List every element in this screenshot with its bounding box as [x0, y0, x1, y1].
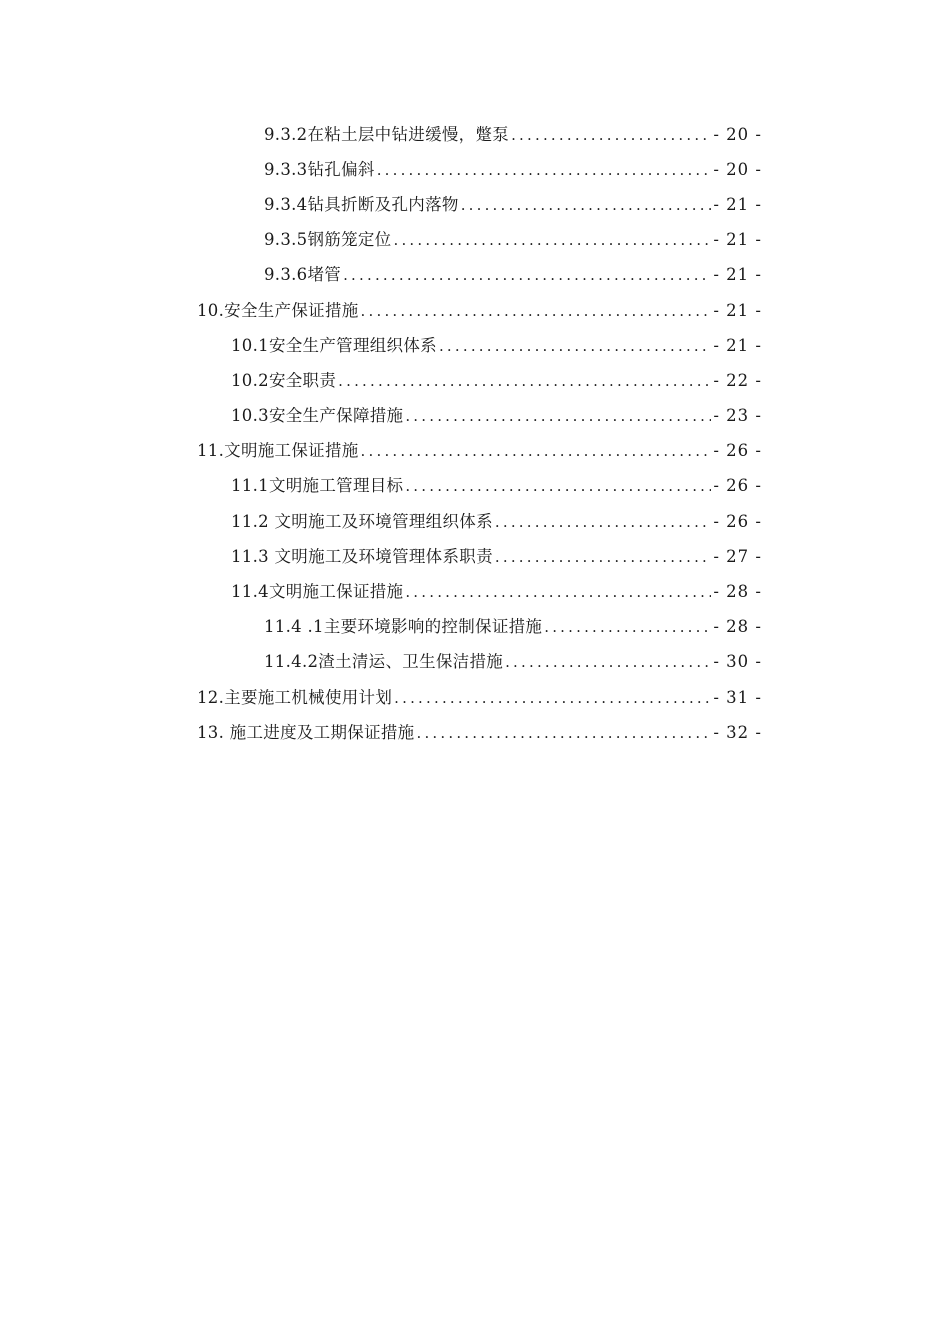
toc-entry-title: 11.3 文明施工及环境管理体系职责: [231, 546, 493, 566]
toc-entry[interactable]: [0, 328, 950, 363]
toc-entry-title: 11.4文明施工保证措施: [231, 582, 404, 602]
toc-page-number: - 21 -: [713, 265, 762, 285]
toc-entry-title: 9.3.5钢筋笼定位: [264, 230, 392, 250]
toc-page-number: - 28 -: [713, 617, 762, 637]
toc-entry-title: 10.2安全职责: [231, 370, 337, 390]
toc-entry-title: 11.4.2渣土清运、卫生保洁措施: [264, 652, 504, 672]
toc-entry[interactable]: [0, 469, 950, 504]
toc-page-number: - 32 -: [713, 722, 762, 742]
toc-dot-leader: [405, 406, 711, 426]
toc-entry[interactable]: [0, 187, 950, 222]
toc-entry[interactable]: [0, 574, 950, 609]
toc-dot-leader: [361, 441, 712, 461]
toc-entry[interactable]: [0, 680, 950, 715]
toc-dot-leader: [377, 160, 712, 180]
toc-dot-leader: [495, 512, 711, 532]
toc-dot-leader: [544, 617, 711, 637]
toc-entry-title: 13. 施工进度及工期保证措施: [197, 722, 415, 742]
toc-page-number: - 26 -: [713, 441, 762, 461]
toc-dot-leader: [361, 301, 712, 321]
toc-entry[interactable]: [0, 293, 950, 328]
toc-page-number: - 26 -: [713, 476, 762, 496]
toc-entry[interactable]: [0, 645, 950, 680]
toc-entry-title: 10.1安全生产管理组织体系: [231, 335, 437, 355]
toc-dot-leader: [511, 125, 711, 145]
toc-entry-title: 9.3.2在粘土层中钻进缓慢，蹩泵: [264, 124, 510, 144]
toc-entry-title: 11.文明施工保证措施: [197, 441, 359, 461]
toc-dot-leader: [338, 371, 711, 391]
toc-page-number: - 21 -: [713, 194, 762, 214]
toc-dot-leader: [405, 582, 711, 602]
toc-dot-leader: [343, 265, 711, 285]
toc-entry-title: 10.3安全生产保障措施: [231, 406, 404, 426]
toc-entry-title: 11.1文明施工管理目标: [231, 476, 404, 496]
toc-dot-leader: [439, 336, 711, 356]
toc-page-number: - 30 -: [713, 652, 762, 672]
toc-dot-leader: [417, 723, 712, 743]
toc-page-number: - 21 -: [713, 335, 762, 355]
toc-entry-title: 9.3.3钻孔偏斜: [264, 159, 375, 179]
toc-entry-title: 10.安全生产保证措施: [197, 300, 359, 320]
toc-entry[interactable]: [0, 363, 950, 398]
toc-page-number: - 27 -: [713, 546, 762, 566]
toc-entry[interactable]: [0, 434, 950, 469]
toc-page-number: - 22 -: [713, 370, 762, 390]
toc-dot-leader: [393, 230, 711, 250]
toc-dot-leader: [405, 476, 711, 496]
toc-entry-title: 12.主要施工机械使用计划: [197, 687, 393, 707]
toc-page-number: - 28 -: [713, 582, 762, 602]
toc-dot-leader: [505, 652, 711, 672]
toc-page-number: - 26 -: [713, 511, 762, 531]
toc-entry[interactable]: [0, 610, 950, 645]
toc-page-number: - 20 -: [713, 159, 762, 179]
toc-entry-title: 9.3.4钻具折断及孔内落物: [264, 194, 459, 214]
toc-page-number: - 20 -: [713, 124, 762, 144]
toc-entry[interactable]: [0, 152, 950, 187]
toc-entry-title: 11.2 文明施工及环境管理组织体系: [231, 511, 493, 531]
toc-entry-title: 9.3.6堵管: [264, 265, 342, 285]
toc-entry[interactable]: [0, 504, 950, 539]
table-of-contents: [0, 117, 950, 750]
toc-page-number: - 21 -: [713, 230, 762, 250]
toc-entry[interactable]: [0, 117, 950, 152]
toc-page-number: - 21 -: [713, 300, 762, 320]
toc-dot-leader: [461, 195, 712, 215]
toc-entry[interactable]: [0, 715, 950, 750]
toc-dot-leader: [394, 688, 711, 708]
toc-entry-title: 11.4 .1主要环境影响的控制保证措施: [264, 617, 543, 637]
toc-dot-leader: [495, 547, 711, 567]
toc-entry[interactable]: [0, 223, 950, 258]
toc-page-number: - 31 -: [713, 687, 762, 707]
toc-entry[interactable]: [0, 399, 950, 434]
toc-entry[interactable]: [0, 539, 950, 574]
toc-entry[interactable]: [0, 258, 950, 293]
toc-page-number: - 23 -: [713, 406, 762, 426]
